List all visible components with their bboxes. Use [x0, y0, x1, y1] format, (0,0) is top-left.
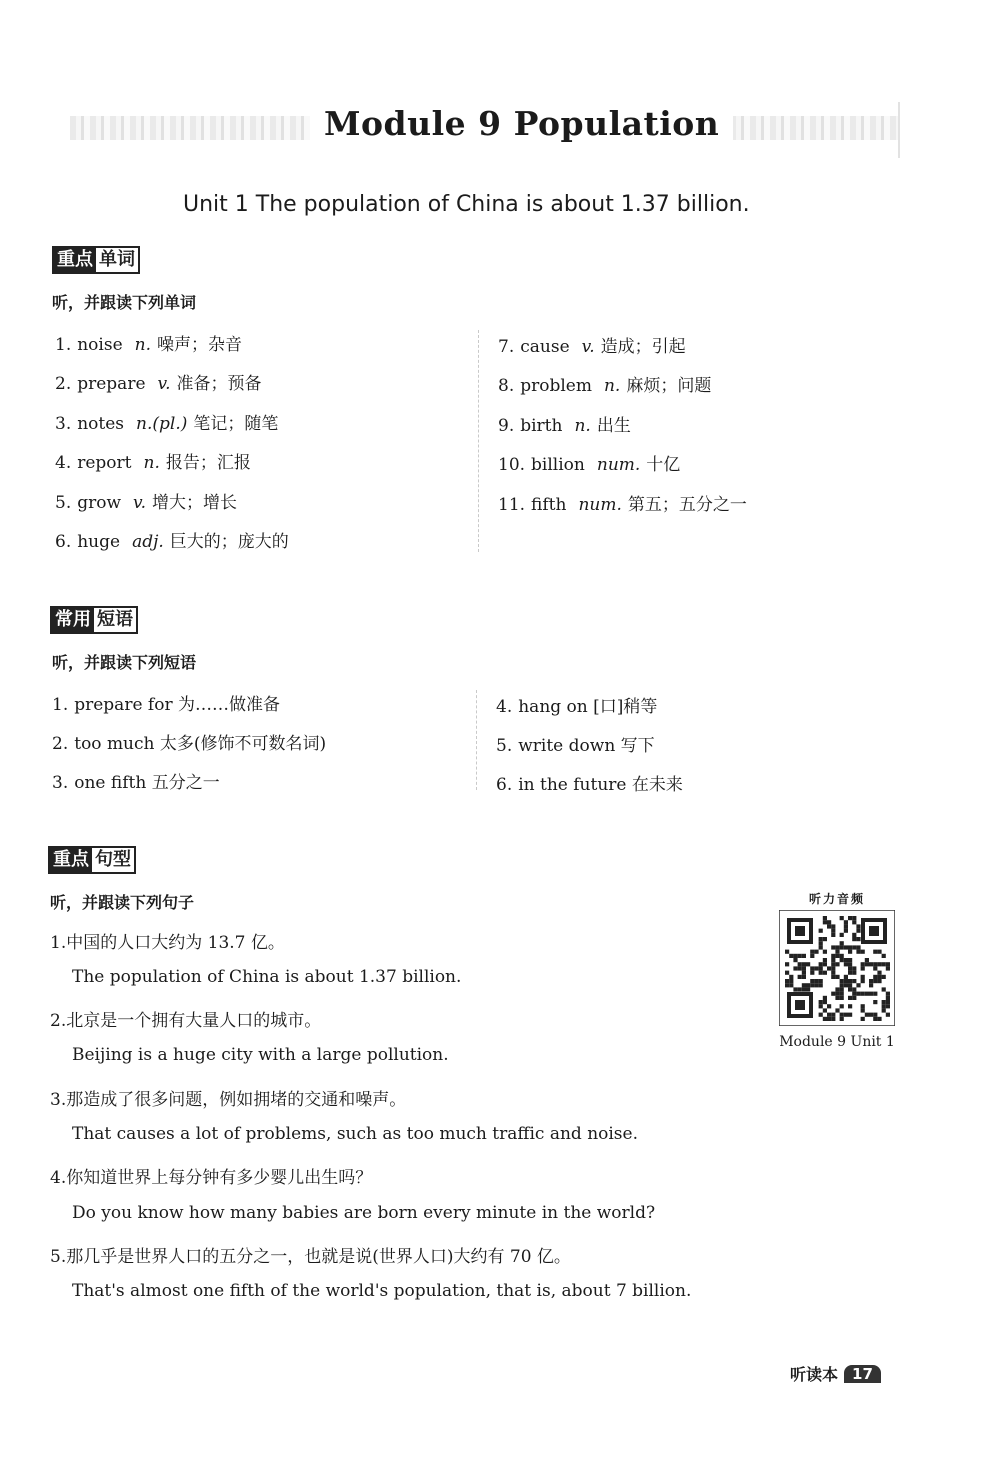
page-number: 17 — [844, 1365, 881, 1383]
words-heading-label: 单词 — [96, 248, 138, 272]
sentence-chinese: 4.你知道世界上每分钟有多少婴儿出生吗？ — [50, 1168, 373, 1188]
sentences-instruction: 听，并跟读下列句子 — [50, 893, 195, 912]
word-item: 2. prepare v. 准备；预备 — [55, 374, 262, 394]
phrase-item: 3. one fifth 五分之一 — [52, 773, 220, 793]
sentences-heading-label: 句型 — [92, 848, 134, 872]
sentence-chinese: 5.那几乎是世界人口的五分之一，也就是说(世界人口)大约有 70 亿。 — [50, 1247, 571, 1267]
word-item: 4. report n. 报告；汇报 — [55, 453, 251, 473]
sentence-chinese: 1.中国的人口大约为 13.7 亿。 — [50, 933, 285, 953]
word-item: 1. noise n. 噪声；杂音 — [55, 335, 242, 355]
unit-title: Unit 1 The population of China is about 1.37 billion. — [183, 192, 750, 217]
word-item: 11. fifth num. 第五；五分之一 — [498, 495, 747, 515]
word-item: 8. problem n. 麻烦；问题 — [498, 376, 712, 396]
qr-caption: 听力音频 — [808, 892, 865, 906]
sentence-english: Beijing is a huge city with a large pollution. — [72, 1045, 449, 1065]
words-instruction: 听，并跟读下列单词 — [52, 293, 197, 312]
sentence-chinese: 2.北京是一个拥有大量人口的城市。 — [50, 1011, 322, 1031]
module-title: Module 9 Population — [310, 104, 733, 143]
phrase-item: 4. hang on [口]稍等 — [496, 697, 658, 717]
book-name: 听读本 — [790, 1365, 839, 1384]
word-item: 5. grow v. 增大；增长 — [55, 493, 238, 513]
word-item: 6. huge adj. 巨大的；庞大的 — [55, 532, 289, 552]
words-section-heading — [52, 246, 140, 274]
phrase-item: 5. write down 写下 — [496, 736, 655, 756]
words-column-divider — [478, 330, 479, 552]
phrase-item: 6. in the future 在未来 — [496, 775, 683, 795]
phrase-item: 1. prepare for 为……做准备 — [52, 695, 280, 715]
sentences-section-heading — [48, 846, 136, 874]
sentence-english: That's almost one fifth of the world's population, that is, about 7 billion. — [72, 1281, 692, 1301]
sentences-heading-tag: 重点 — [50, 848, 92, 872]
phrases-instruction: 听，并跟读下列短语 — [52, 653, 197, 672]
banner-divider — [898, 102, 900, 158]
qr-code[interactable] — [779, 910, 895, 1026]
audio-qr-block — [772, 890, 902, 1050]
word-item: 10. billion num. 十亿 — [498, 455, 681, 475]
phrase-item: 2. too much 太多(修饰不可数名词) — [52, 734, 327, 754]
qr-code-icon — [779, 910, 895, 1026]
qr-label: Module 9 Unit 1 — [779, 1034, 895, 1050]
page-footer — [790, 1362, 881, 1385]
sentence-english: Do you know how many babies are born every minute in the world? — [72, 1203, 656, 1223]
sentence-english: That causes a lot of problems, such as too much traffic and noise. — [72, 1124, 638, 1144]
word-item: 7. cause v. 造成；引起 — [498, 337, 686, 357]
phrases-section-heading — [50, 606, 138, 634]
sentence-english: The population of China is about 1.37 billion. — [72, 967, 462, 987]
phrases-heading-label: 短语 — [94, 608, 136, 632]
phrases-column-divider — [476, 690, 477, 790]
module-banner — [70, 98, 900, 158]
word-item: 9. birth n. 出生 — [498, 416, 631, 436]
words-heading-tag: 重点 — [54, 248, 96, 272]
word-item: 3. notes n.(pl.) 笔记；随笔 — [55, 414, 279, 434]
phrases-heading-tag: 常用 — [52, 608, 94, 632]
sentence-chinese: 3.那造成了很多问题，例如拥堵的交通和噪声。 — [50, 1090, 407, 1110]
